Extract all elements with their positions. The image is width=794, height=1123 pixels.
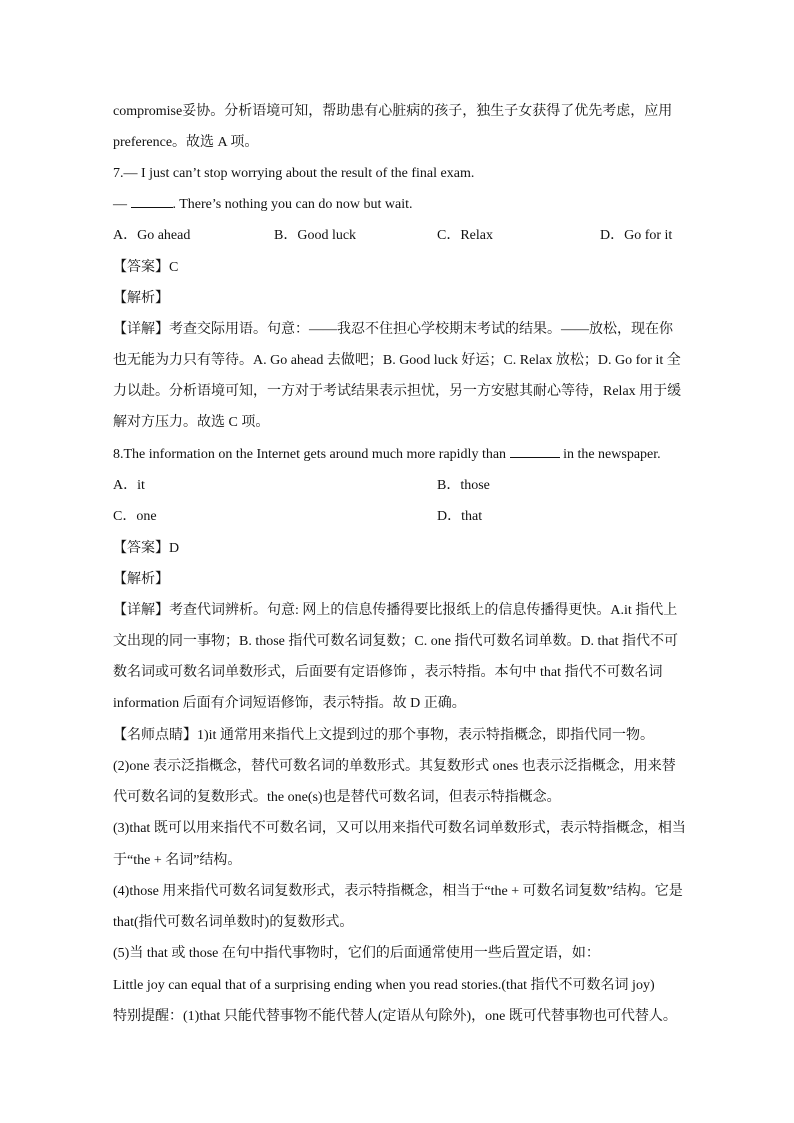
option-a: A．it	[113, 478, 145, 493]
tip-line: Little joy can equal that of a surprising ending when you read stories.(that 指代不可数名词 joy)	[113, 978, 655, 993]
question-8-options-row-2	[0, 507, 794, 529]
tip-line: (5)当 that 或 those 在句中指代事物时，它们的后面通常使用一些后置定语，如：	[113, 946, 600, 961]
stem-text: 8.The information on the Internet gets around much more rapidly than	[113, 447, 510, 462]
answer-label: 【答案】	[113, 540, 169, 556]
question-7-reply	[113, 195, 413, 215]
option-c: C．Relax	[437, 228, 493, 243]
answer-blank	[510, 445, 560, 458]
question-7-stem: 7.— I just can’t stop worrying about the result of the final exam.	[113, 166, 475, 181]
answer-value: D	[169, 541, 180, 556]
option-d: D．that	[437, 509, 483, 524]
question-8-answer	[113, 538, 179, 559]
detail-line: 【详解】考查代词辨析。句意: 网上的信息传播得要比报纸上的信息传播得更快。A.it 指代上	[113, 603, 678, 618]
analysis-label: 【解析】	[113, 290, 169, 306]
question-7-answer	[113, 257, 178, 278]
option-c: C．one	[113, 509, 157, 524]
option-b: B．those	[437, 478, 490, 493]
tip-line: that(指代可数名词单数时)的复数形式。	[113, 915, 354, 930]
detail-line: 也无能为力只有等待。A. Go ahead 去做吧；B. Good luck 好运；C. Relax 放松；D. Go for it 全	[113, 353, 681, 368]
reply-text: . There’s nothing you can do now but wait.	[172, 197, 413, 212]
tip-line: (3)that 既可以用来指代不可数名词，又可以用来指代可数名词单数形式，表示特指概念，相当	[113, 821, 686, 836]
reply-dash: —	[113, 197, 131, 212]
tip-line: 特别提醒：(1)that 只能代替事物不能代替人(定语从句除外)，one 既可代替事物也可代替人。	[113, 1009, 677, 1024]
answer-label: 【答案】	[113, 259, 169, 275]
detail-line: 文出现的同一事物；B. those 指代可数名词复数；C. one 指代可数名词单数。D. that 指代不可	[113, 634, 679, 649]
option-d: D．Go for it	[600, 228, 673, 243]
text-line: compromise妥协。分析语境可知，帮助患有心脏病的孩子，独生子女获得了优先考虑，应用	[113, 104, 673, 119]
tip-line: 于“the + 名词”结构。	[113, 853, 242, 868]
detail-line: information 后面有介词短语修饰，表示特指。故 D 正确。	[113, 696, 466, 711]
question-8-options-row-1	[0, 476, 794, 498]
answer-blank	[131, 195, 173, 208]
detail-line: 【详解】考查交际用语。句意：——我忍不住担心学校期末考试的结果。——放松，现在你	[113, 322, 673, 337]
text-line: preference。故选 A 项。	[113, 135, 259, 150]
question-7-options	[0, 226, 794, 248]
tip-line: (2)one 表示泛指概念，替代可数名词的单数形式。其复数形式 ones 也表示泛指概念，用来替	[113, 759, 676, 774]
detail-line: 数名词或可数名词单数形式，后面要有定语修饰 ，表示特指。本句中 that 指代不可数名词	[113, 665, 663, 680]
answer-value: C	[169, 260, 179, 275]
tip-line: (4)those 用来指代可数名词复数形式，表示特指概念，相当于“the + 可数名词复数”结构。它是	[113, 884, 683, 899]
question-8-stem	[113, 445, 661, 465]
detail-line: 解对方压力。故选 C 项。	[113, 415, 270, 430]
analysis-label: 【解析】	[113, 571, 169, 587]
stem-text-end: in the newspaper.	[559, 447, 661, 462]
option-b: B．Good luck	[274, 228, 357, 243]
tip-line: 代可数名词的复数形式。the one(s)也是替代可数名词，但表示特指概念。	[113, 790, 561, 805]
detail-line: 力以赴。分析语境可知，一方对于考试结果表示担忧，另一方安慰其耐心等待，Relax 用于缓	[113, 384, 682, 399]
option-a: A．Go ahead	[113, 228, 191, 243]
tip-line: 【名师点睛】1)it 通常用来指代上文提到过的那个事物，表示特指概念，即指代同一物。	[113, 728, 654, 743]
